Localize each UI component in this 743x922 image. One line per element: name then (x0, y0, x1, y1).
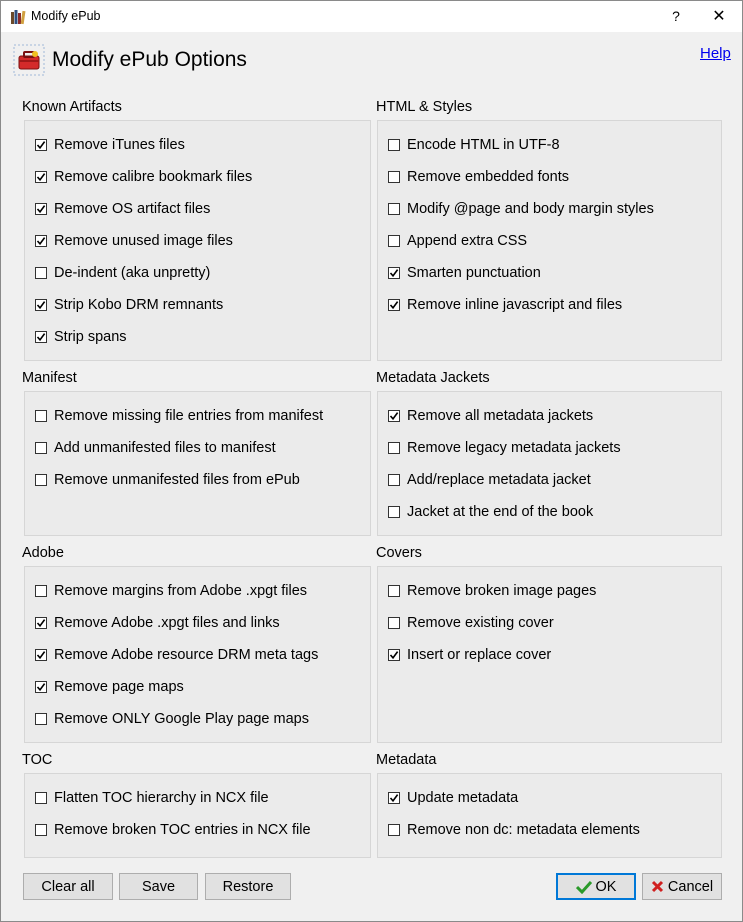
toolbox-icon (13, 44, 45, 76)
option-label: Encode HTML in UTF-8 (407, 137, 560, 153)
help-link[interactable]: Help (700, 45, 731, 62)
option-label: Insert or replace cover (407, 647, 552, 663)
option-modify-page-and-body-margin-styles[interactable] (388, 199, 654, 219)
checkbox[interactable] (35, 203, 47, 215)
option-label: Remove legacy metadata jackets (407, 440, 621, 456)
save-button[interactable] (119, 873, 198, 900)
checkbox[interactable] (388, 792, 400, 804)
option-remove-non-dc-metadata-elements[interactable] (388, 820, 640, 840)
checkbox[interactable] (35, 474, 47, 486)
option-label: Remove page maps (54, 679, 184, 695)
cancel-button[interactable] (642, 873, 722, 900)
section-title-known-artifacts: Known Artifacts (22, 99, 122, 115)
window-title: Modify ePub (31, 9, 101, 23)
checkbox[interactable] (35, 792, 47, 804)
section-title-manifest: Manifest (22, 370, 77, 386)
option-remove-adobe-resource-drm-meta-tags[interactable] (35, 645, 318, 665)
option-remove-page-maps[interactable] (35, 677, 184, 697)
option-remove-legacy-metadata-jackets[interactable] (388, 438, 621, 458)
option-label: Remove OS artifact files (54, 201, 211, 217)
option-remove-unmanifested-files-from-epub[interactable] (35, 470, 300, 490)
option-label: Remove Adobe resource DRM meta tags (54, 647, 319, 663)
checkbox[interactable] (388, 299, 400, 311)
option-flatten-toc-hierarchy-in-ncx-file[interactable] (35, 788, 269, 808)
checkbox[interactable] (388, 267, 400, 279)
checkbox[interactable] (35, 824, 47, 836)
option-label: Remove margins from Adobe .xpgt files (54, 583, 308, 599)
option-append-extra-css[interactable] (388, 231, 527, 251)
option-label: Modify @page and body margin styles (407, 201, 654, 217)
checkbox[interactable] (388, 139, 400, 151)
option-insert-or-replace-cover[interactable] (388, 645, 551, 665)
option-label: Strip Kobo DRM remnants (54, 297, 224, 313)
group-metadata (377, 773, 722, 858)
option-add-unmanifested-files-to-manifest[interactable] (35, 438, 276, 458)
clear-all-button[interactable] (23, 873, 113, 900)
option-label: Remove iTunes files (54, 137, 185, 153)
option-update-metadata[interactable] (388, 788, 518, 808)
option-remove-embedded-fonts[interactable] (388, 167, 569, 187)
group-toc (24, 773, 371, 858)
option-remove-all-metadata-jackets[interactable] (388, 406, 593, 426)
option-jacket-at-the-end-of-the-book[interactable] (388, 502, 593, 522)
checkbox[interactable] (388, 474, 400, 486)
checkbox[interactable] (35, 171, 47, 183)
checkbox[interactable] (35, 681, 47, 693)
option-label: De-indent (aka unpretty) (54, 265, 211, 281)
option-label: Remove existing cover (407, 615, 554, 631)
option-label: Add unmanifested files to manifest (54, 440, 276, 456)
section-title-adobe: Adobe (22, 545, 64, 561)
close-window-button[interactable]: ✕ (712, 8, 726, 25)
option-remove-unused-image-files[interactable] (35, 231, 233, 251)
checkbox[interactable] (35, 410, 47, 422)
option-remove-inline-javascript-and-files[interactable] (388, 295, 622, 315)
checkbox[interactable] (388, 585, 400, 597)
checkbox[interactable] (35, 617, 47, 629)
option-label: Update metadata (407, 790, 519, 806)
option-smarten-punctuation[interactable] (388, 263, 541, 283)
option-remove-missing-file-entries-from-manifest[interactable] (35, 406, 323, 426)
checkbox[interactable] (35, 713, 47, 725)
option-remove-existing-cover[interactable] (388, 613, 554, 633)
option-label: Remove missing file entries from manifest (54, 408, 324, 424)
option-label: Remove calibre bookmark files (54, 169, 253, 185)
checkbox[interactable] (388, 824, 400, 836)
save-label: Save (141, 878, 176, 895)
section-title-toc: TOC (22, 752, 53, 768)
section-title-metadata: Metadata (376, 752, 437, 768)
option-label: Remove all metadata jackets (407, 408, 594, 424)
option-label: Strip spans (54, 329, 127, 345)
checkbox[interactable] (388, 649, 400, 661)
option-remove-broken-toc-entries-in-ncx-file[interactable] (35, 820, 311, 840)
option-remove-adobe-xpgt-files-and-links[interactable] (35, 613, 280, 633)
option-label: Remove non dc: metadata elements (407, 822, 640, 838)
checkbox[interactable] (35, 139, 47, 151)
cancel-label: Cancel (667, 878, 714, 895)
option-remove-broken-image-pages[interactable] (388, 581, 596, 601)
option-label: Remove broken TOC entries in NCX file (54, 822, 311, 838)
option-remove-margins-from-adobe-xpgt-files[interactable] (35, 581, 307, 601)
option-de-indent-aka-unpretty[interactable] (35, 263, 210, 283)
checkbox[interactable] (35, 585, 47, 597)
restore-button[interactable] (205, 873, 291, 900)
option-label: Remove embedded fonts (407, 169, 570, 185)
title-bar (1, 1, 742, 32)
option-strip-spans[interactable] (35, 327, 127, 347)
checkbox[interactable] (35, 331, 47, 343)
option-label: Remove broken image pages (407, 583, 597, 599)
ok-label: OK (595, 878, 617, 895)
option-remove-itunes-files[interactable] (35, 135, 185, 155)
calibre-books-icon (10, 9, 26, 25)
option-encode-html-in-utf-8[interactable] (388, 135, 560, 155)
option-label: Remove unused image files (54, 233, 233, 249)
checkmark-icon (576, 880, 592, 894)
cancel-x-icon (651, 880, 664, 893)
checkbox[interactable] (35, 267, 47, 279)
option-label: Remove Adobe .xpgt files and links (54, 615, 280, 631)
option-label: Smarten punctuation (407, 265, 541, 281)
checkbox[interactable] (35, 299, 47, 311)
section-title-covers: Covers (376, 545, 422, 561)
option-label: Flatten TOC hierarchy in NCX file (54, 790, 269, 806)
option-label: Remove inline javascript and files (407, 297, 623, 313)
context-help-button[interactable]: ? (672, 8, 680, 24)
checkbox[interactable] (35, 442, 47, 454)
checkbox[interactable] (35, 649, 47, 661)
checkbox[interactable] (388, 171, 400, 183)
option-add-replace-metadata-jacket[interactable] (388, 470, 591, 490)
option-remove-os-artifact-files[interactable] (35, 199, 210, 219)
checkbox[interactable] (388, 617, 400, 629)
option-label: Append extra CSS (407, 233, 528, 249)
option-label: Remove unmanifested files from ePub (54, 472, 300, 488)
ok-button[interactable] (556, 873, 636, 900)
option-remove-calibre-bookmark-files[interactable] (35, 167, 252, 187)
section-title-html-styles: HTML & Styles (376, 99, 473, 115)
option-strip-kobo-drm-remnants[interactable] (35, 295, 223, 315)
page-title: Modify ePub Options (52, 48, 247, 71)
option-remove-only-google-play-page-maps[interactable] (35, 709, 309, 729)
checkbox[interactable] (388, 506, 400, 518)
checkbox[interactable] (35, 235, 47, 247)
clear-all-label: Clear all (41, 878, 95, 895)
option-label: Remove ONLY Google Play page maps (54, 711, 309, 727)
checkbox[interactable] (388, 442, 400, 454)
option-label: Add/replace metadata jacket (407, 472, 591, 488)
option-label: Jacket at the end of the book (407, 504, 594, 520)
checkbox[interactable] (388, 410, 400, 422)
checkbox[interactable] (388, 235, 400, 247)
section-title-metadata-jackets: Metadata Jackets (376, 370, 490, 386)
restore-label: Restore (222, 878, 274, 895)
checkbox[interactable] (388, 203, 400, 215)
